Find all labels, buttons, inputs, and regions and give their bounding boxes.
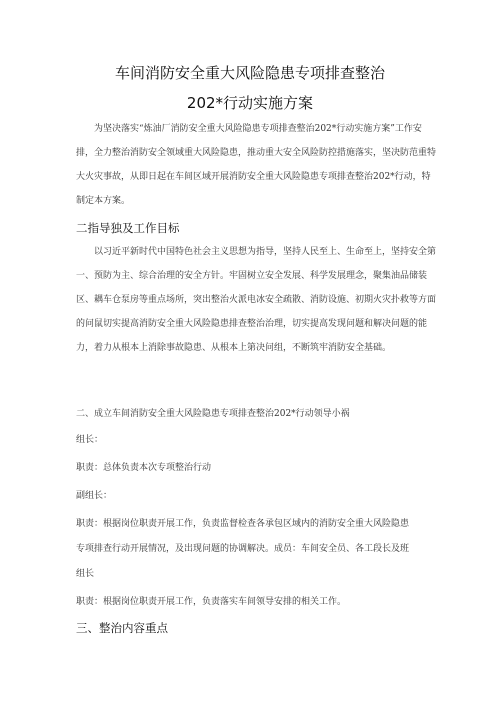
member-duty-line: 职责：根据岗位职责开展工作，负责落实车间领导安排的相关工作。 (76, 597, 347, 607)
deputy-leader-line: 副组长： (76, 491, 113, 501)
document-title-line-1: 车间消防安全重大风险隐患专项排查整治 (114, 64, 385, 82)
document-title-line-2: 202*行动实施方案 (186, 94, 314, 112)
deputy-duty-line-3: 组长 (76, 569, 95, 579)
intro-paragraph (76, 117, 436, 213)
intro-text: 为坚决落实“炼油厂消防安全重大风险隐患专项排查整治202*行动实施方案”工作安排，全力整治消防安全领域重大风险隐患，推动重大安全风险防控措施落实，坚决防范重特大火灾事故，从即日起在车间区域开展消防安全重大风险隐患专项排查整治202*行动，特制定本方案。 (76, 124, 437, 206)
deputy-duty-line-1: 职责：根据岗位职责开展工作，负责监督检查各承包区域内的消防安全重大风险隐患 (76, 519, 410, 529)
section-1-paragraph (76, 240, 436, 360)
section-3-heading: 三、整治内容重点 (76, 621, 168, 635)
leader-duty-line: 职责：总体负责本次专项整治行动 (76, 463, 212, 473)
section-1-text: 以习近平新时代中国特色社会主义思想为指导，坚持人民至上、生命至上，坚持安全第一、预防为主、综合治理的安全方针。牢固树立安全发展、科学发展理念，聚集油品储装区、耦车仓泵房等重点场所，突出整治火派电冰安全疏散、消防设施、初期火灾扑救等方面的问鼠切实提高消防安全重大风险隐患排查整治治理，切实提高发现问题和解决问题的能力，着力从根本上消除事故隐患、从根本上第决问组，不断筑牢消防安全基础。 (76, 247, 437, 353)
section-1-heading: 二指导独及工作目标 (76, 221, 180, 235)
deputy-duty-line-2: 专项排查行动开展情况，及出现问题的协调解决。成员：车间安全员、各工段长及班 (76, 544, 410, 554)
group-leader-line: 组长： (76, 435, 104, 445)
section-2-heading: 二、成立车间消防安全重大风险隐患专项排查整治202*行动领导小祸 (76, 409, 350, 419)
